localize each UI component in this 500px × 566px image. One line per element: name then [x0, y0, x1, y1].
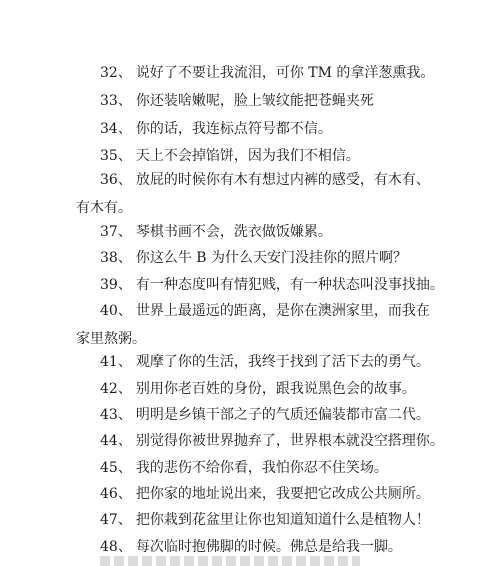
item-text: 放屁的时候你有木有想过内裤的感受，有木有、有木有。: [76, 172, 430, 216]
item-text: 有一种态度叫有情犯贱，有一种状态叫没事找抽。: [135, 277, 444, 293]
item-text: 每次临时抱佛脚的时候。佛总是给我一脚。: [135, 539, 402, 555]
item-number: 46、: [100, 486, 132, 502]
item-text: 你还装啥嫩呢，脸上皱纹能把苍蝇夹死: [135, 93, 374, 109]
item-text: 把你家的地址说出来，我要把它改成公共厕所。: [135, 486, 430, 502]
item-text: 明明是乡镇干部之子的气质还偏装都市富二代。: [135, 407, 430, 423]
list-item: [76, 297, 430, 353]
list-item: [76, 481, 430, 507]
item-number: 41、: [100, 354, 132, 370]
list-item: [76, 455, 430, 481]
item-text: 天上不会掉馅饼，因为我们不相信。: [135, 148, 360, 164]
item-number: 45、: [100, 460, 132, 476]
list-item: [76, 402, 430, 428]
list-item: [76, 88, 430, 114]
list-item: [76, 349, 430, 375]
item-number: 47、: [100, 512, 132, 528]
item-number: 34、: [100, 121, 132, 137]
item-number: 44、: [100, 433, 132, 449]
item-text: 观摩了你的生活，我终于找到了活下去的勇气。: [135, 354, 430, 370]
item-text: 把你栽到花盆里让你也知道知道什么是植物人！: [135, 512, 430, 528]
item-number: 42、: [100, 381, 132, 397]
item-number: 38、: [100, 250, 132, 266]
list-item: [76, 219, 430, 245]
item-text: 说好了不要让我流泪，可你 TM 的拿洋葱熏我。: [135, 65, 435, 81]
item-text: 世界上最遥远的距离，是你在澳洲家里，而我在家里熬粥。: [76, 303, 430, 347]
item-number: 32、: [100, 65, 132, 81]
list-item: [76, 428, 444, 454]
item-number: 35、: [100, 148, 132, 164]
item-number: 37、: [100, 224, 132, 240]
item-number: 33、: [100, 93, 132, 109]
item-text: 琴棋书画不会，洗衣做饭嫌累。: [135, 224, 332, 240]
item-text: 别用你老百姓的身份，跟我说黑色会的故事。: [135, 381, 416, 397]
item-number: 43、: [100, 407, 132, 423]
list-item: [76, 376, 430, 402]
item-text: 我的悲伤不给你看，我怕你忍不住笑场。: [135, 460, 388, 476]
list-item: [76, 166, 430, 222]
item-number: 36、: [100, 172, 132, 188]
item-number: 48、: [100, 539, 132, 555]
list-item: [76, 245, 430, 271]
item-text: 别觉得你被世界抛弃了，世界根本就没空搭理你。: [135, 433, 444, 449]
item-text: 你的话，我连标点符号都不信。: [135, 121, 332, 137]
list-item: [76, 116, 430, 142]
cropped-text-fragment: [100, 556, 360, 566]
list-item: [76, 507, 430, 533]
item-text: 你这么牛 B 为什么天安门没挂你的照片啊？: [135, 250, 408, 266]
item-number: 40、: [100, 303, 132, 319]
cropped-next-line: [76, 556, 430, 566]
item-number: 39、: [100, 277, 132, 293]
list-item: [76, 60, 435, 86]
list-item: [76, 272, 444, 298]
